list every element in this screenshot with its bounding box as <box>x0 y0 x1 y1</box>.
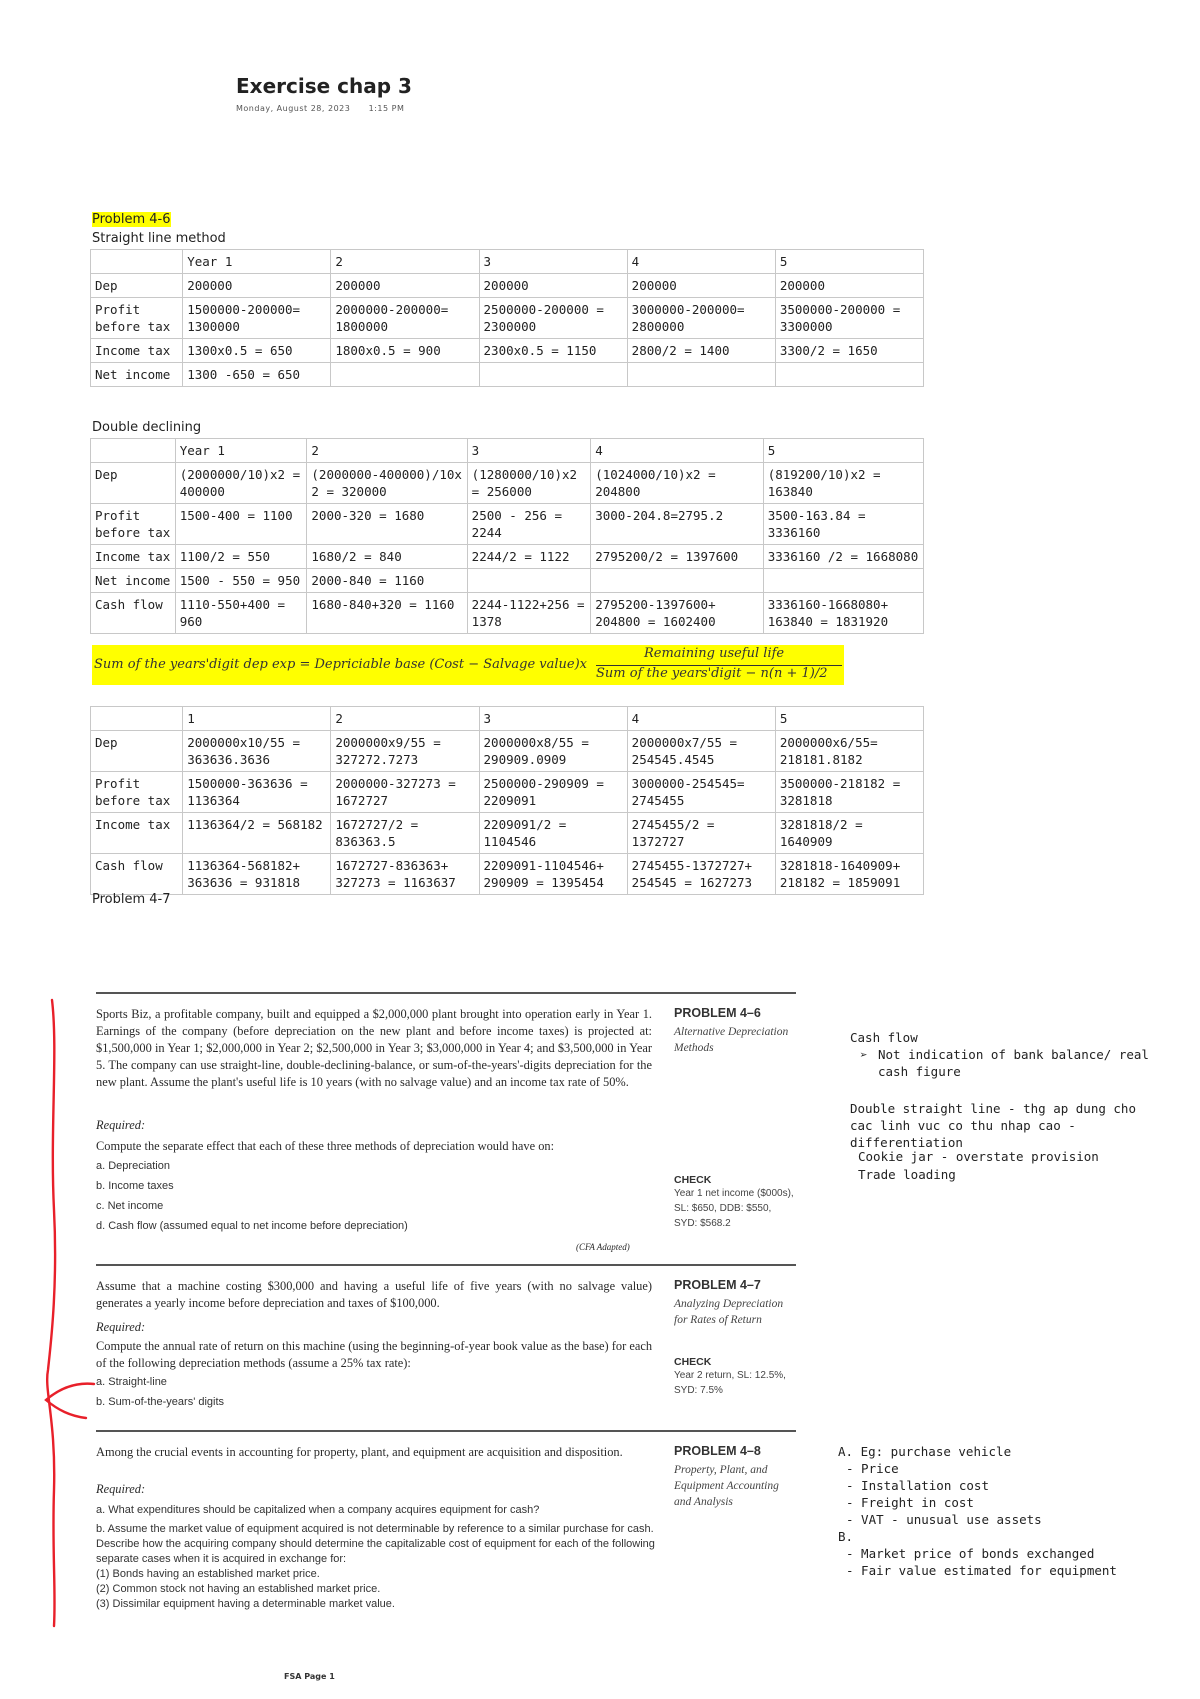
table-header-row <box>91 707 924 731</box>
formula-denominator: Sum of the years'digit − n(n + 1)/2 <box>596 666 828 681</box>
problem-4-6-check <box>674 1174 794 1231</box>
table-cell: 2000-320 = 1680 <box>307 504 467 545</box>
row-label-cell: Dep <box>91 731 183 772</box>
sidebar-heading: PROBLEM 4–7 <box>674 1278 761 1292</box>
table-cell: 3000000-254545= 2745455 <box>627 772 775 813</box>
table-header-row <box>91 250 924 274</box>
table-cell: 2000000x8/55 = 290909.0909 <box>479 731 627 772</box>
problem-4-7-items <box>96 1376 224 1416</box>
table-row <box>91 504 924 545</box>
table-header-row <box>91 439 924 463</box>
page-footer: FSA Page 1 <box>284 1672 335 1681</box>
red-ink-bracket <box>30 990 100 1630</box>
sidebar-subtitle: Property, Plant, and <box>674 1464 768 1476</box>
section-rule <box>96 992 796 994</box>
list-item: (2) Common stock not having an established market price. <box>96 1583 381 1595</box>
problem-4-6-sidebar <box>674 1006 788 1056</box>
table-cell: Year 1 <box>183 250 331 274</box>
straight-line-table <box>90 249 924 387</box>
table-cell: 3281818/2 = 1640909 <box>775 813 923 854</box>
row-label-cell: Income tax <box>91 545 176 569</box>
table-cell: 3 <box>479 250 627 274</box>
cfa-note: (CFA Adapted) <box>576 1242 630 1252</box>
table-row <box>91 813 924 854</box>
sidebar-heading: PROBLEM 4–8 <box>674 1444 761 1458</box>
table-cell <box>467 569 591 593</box>
table-cell: 3336160 /2 = 1668080 <box>763 545 923 569</box>
row-label-cell: Profit before tax <box>91 298 183 339</box>
table-cell: 200000 <box>331 274 479 298</box>
syd-table <box>90 706 924 895</box>
table-cell: 3281818-1640909+ 218182 = 1859091 <box>775 854 923 895</box>
table-cell: 3336160-1668080+ 163840 = 1831920 <box>763 593 923 634</box>
table-cell: 1300 -650 = 650 <box>183 363 331 387</box>
page-title: Exercise chap 3 <box>236 74 412 98</box>
cashflow-bullet-row <box>850 1046 1150 1080</box>
problem-4-6-text: Sports Biz, a profitable company, built and equipped a $2,000,000 plant brought into operation early in Year 1. Earnings of the company (before depreciation on the new plant and before income taxes) is projected at: $1,500,000 in Year 1; $2,000,000 in Year 2; $2,500,000 in Year 3; $3,000,000 in Year 4; and $3,500,000 in Year 5. The company can use straight-line, double-declining-balance, or sum-of-the-years'-digits depreciation for the new plant. Assume the plant's useful life is 10 years (with no salvage value) and an income tax rate of 50%. <box>96 1007 652 1089</box>
page-time: 1:15 PM <box>368 104 405 113</box>
row-label-cell: Dep <box>91 463 176 504</box>
table-cell: 2000000x7/55 = 254545.4545 <box>627 731 775 772</box>
row-label-cell <box>91 250 183 274</box>
table-cell: 2000000x9/55 = 327272.7273 <box>331 731 479 772</box>
list-item: a. Straight-line <box>96 1376 167 1388</box>
table-cell: 2745455-1372727+ 254545 = 1627273 <box>627 854 775 895</box>
row-label-cell: Dep <box>91 274 183 298</box>
problem-4-7-label: Problem 4-7 <box>92 892 171 907</box>
row-label-cell: Income tax <box>91 339 183 363</box>
check-line: Year 2 return, SL: 12.5%, <box>674 1370 786 1381</box>
table-cell: 200000 <box>479 274 627 298</box>
row-label-cell <box>91 707 183 731</box>
table-cell: 2300x0.5 = 1150 <box>479 339 627 363</box>
table-cell: 3500-163.84 = 3336160 <box>763 504 923 545</box>
list-item: - Freight in cost <box>846 1495 974 1510</box>
sidebar-subtitle: Alternative Depreciation <box>674 1026 789 1038</box>
table-cell: 1500-400 = 1100 <box>175 504 307 545</box>
table-cell: 2000000x10/55 = 363636.3636 <box>183 731 331 772</box>
table-cell: 200000 <box>627 274 775 298</box>
formula-lhs: Sum of the years'digit dep exp = Depriciable base (Cost − Salvage value)x <box>94 657 588 672</box>
acquisition-notes <box>838 1443 1158 1579</box>
table-cell: 2795200/2 = 1397600 <box>591 545 764 569</box>
check-line: Year 1 net income ($000s), <box>674 1188 794 1199</box>
table-cell: (1024000/10)x2 = 204800 <box>591 463 764 504</box>
list-item: b. Assume the market value of equipment acquired is not determinable by reference to a similar purchase for cash. Describe how the acquiring company should determine the capitalizable cost of equipment for each of the following separate cases when it is acquired in exchange for: <box>96 1523 655 1565</box>
list-item: - Installation cost <box>846 1478 989 1493</box>
list-item: b. Sum-of-the-years' digits <box>96 1396 225 1408</box>
problem-4-7-sidebar <box>674 1278 783 1328</box>
list-item: (1) Bonds having an established market price. <box>96 1568 320 1580</box>
table-cell: 2244/2 = 1122 <box>467 545 591 569</box>
row-label-cell: Cash flow <box>91 593 176 634</box>
list-item: c. Net income <box>96 1200 164 1212</box>
table-cell: (1280000/10)x2 = 256000 <box>467 463 591 504</box>
table-cell: 5 <box>775 707 923 731</box>
row-label-cell: Cash flow <box>91 854 183 895</box>
list-item: d. Cash flow (assumed equal to net income before depreciation) <box>96 1220 408 1232</box>
row-label-cell <box>91 439 176 463</box>
problem-4-6-items <box>96 1160 408 1240</box>
table-cell: 1110-550+400 = 960 <box>175 593 307 634</box>
table-cell: 1680/2 = 840 <box>307 545 467 569</box>
problem-4-8-required: Required: <box>96 1482 146 1496</box>
table-cell: 3 <box>467 439 591 463</box>
table-cell <box>627 363 775 387</box>
table-cell: 1500 - 550 = 950 <box>175 569 307 593</box>
table-row <box>91 854 924 895</box>
check-line: SL: $650, DDB: $550, <box>674 1203 772 1214</box>
note-a-title: A. Eg: purchase vehicle <box>838 1444 1012 1459</box>
list-item: - Price <box>846 1461 899 1476</box>
row-label-cell: Profit before tax <box>91 504 176 545</box>
problem-4-6-required: Required: <box>96 1118 146 1132</box>
sidebar-subtitle: for Rates of Return <box>674 1314 762 1326</box>
list-item: - Market price of bonds exchanged <box>846 1546 1095 1561</box>
problem-4-7-required: Required: <box>96 1320 146 1334</box>
row-label-cell: Profit before tax <box>91 772 183 813</box>
table-cell: 2745455/2 = 1372727 <box>627 813 775 854</box>
table-cell: 4 <box>627 707 775 731</box>
table-cell: 2000-840 = 1160 <box>307 569 467 593</box>
table-cell <box>479 363 627 387</box>
table-cell: 2209091-1104546+ 290909 = 1395454 <box>479 854 627 895</box>
table-cell: 2000000-327273 = 1672727 <box>331 772 479 813</box>
sidebar-subtitle: Methods <box>674 1042 714 1054</box>
table-cell: 1500000-200000= 1300000 <box>183 298 331 339</box>
cookie-jar-note: Cookie jar - overstate provision <box>858 1149 1099 1164</box>
sidebar-subtitle: and Analysis <box>674 1496 733 1508</box>
table-cell: (819200/10)x2 = 163840 <box>763 463 923 504</box>
table-cell <box>775 363 923 387</box>
table-cell: 2500000-290909 = 2209091 <box>479 772 627 813</box>
row-label-cell: Net income <box>91 363 183 387</box>
table-row <box>91 298 924 339</box>
table-cell: 1136364-568182+ 363636 = 931818 <box>183 854 331 895</box>
table-row <box>91 593 924 634</box>
double-declining-label: Double declining <box>92 420 202 435</box>
table-cell: 1672727/2 = 836363.5 <box>331 813 479 854</box>
cashflow-bullet: Not indication of bank balance/ real cash figure <box>878 1047 1149 1079</box>
problem-4-8-text: Among the crucial events in accounting for property, plant, and equipment are acquisition and disposition. <box>96 1445 623 1459</box>
table-cell <box>331 363 479 387</box>
table-cell: 3 <box>479 707 627 731</box>
table-cell: 1100/2 = 550 <box>175 545 307 569</box>
table-row <box>91 339 924 363</box>
table-cell: 1672727-836363+ 327273 = 1163637 <box>331 854 479 895</box>
problem-4-7-req-text: Compute the annual rate of return on this machine (using the beginning-of-year book value as the base) for each of the following depreciation methods (assume a 25% tax rate): <box>96 1339 653 1370</box>
table-row <box>91 274 924 298</box>
table-row <box>91 772 924 813</box>
problem-4-8-sidebar <box>674 1444 779 1510</box>
table-cell: (2000000-400000)/10x 2 = 320000 <box>307 463 467 504</box>
table-cell: 2500 - 256 = 2244 <box>467 504 591 545</box>
cashflow-note <box>850 1029 1150 1080</box>
table-row <box>91 545 924 569</box>
sidebar-subtitle: Analyzing Depreciation <box>674 1298 784 1310</box>
table-row <box>91 569 924 593</box>
straight-line-label: Straight line method <box>92 231 226 246</box>
sidebar-heading: PROBLEM 4–6 <box>674 1006 761 1020</box>
problem-4-8-items <box>96 1504 656 1612</box>
table-cell: 4 <box>591 439 764 463</box>
formula-numerator: Remaining useful life <box>644 646 785 661</box>
table-cell: 2244-1122+256 = 1378 <box>467 593 591 634</box>
list-item: b. Income taxes <box>96 1180 174 1192</box>
check-heading: CHECK <box>674 1174 712 1186</box>
problem-4-6-req-text: Compute the separate effect that each of these three methods of depreciation would have on: <box>96 1139 555 1153</box>
table-cell: 2000000x6/55= 218181.8182 <box>775 731 923 772</box>
table-cell: 3300/2 = 1650 <box>775 339 923 363</box>
table-cell <box>591 569 764 593</box>
table-cell: 2800/2 = 1400 <box>627 339 775 363</box>
check-line: SYD: 7.5% <box>674 1385 723 1396</box>
cashflow-title: Cash flow <box>850 1030 918 1045</box>
table-cell: 3500000-218182 = 3281818 <box>775 772 923 813</box>
table-cell: 3000000-200000= 2800000 <box>627 298 775 339</box>
note-b-title: B. <box>838 1529 854 1544</box>
table-cell: 2795200-1397600+ 204800 = 1602400 <box>591 593 764 634</box>
arrow-bullet-icon: ➢ <box>860 1047 868 1062</box>
list-item: - Fair value estimated for equipment <box>846 1563 1117 1578</box>
page-date: Monday, August 28, 2023 <box>236 104 351 113</box>
table-cell: 5 <box>763 439 923 463</box>
section-rule <box>96 1264 796 1266</box>
trade-loading-note: Trade loading <box>858 1167 956 1182</box>
table-cell: 2 <box>331 707 479 731</box>
page-timestamp <box>236 104 404 113</box>
problem-4-7-check <box>674 1356 786 1398</box>
table-cell: 1800x0.5 = 900 <box>331 339 479 363</box>
check-line: SYD: $568.2 <box>674 1218 731 1229</box>
table-cell: 1136364/2 = 568182 <box>183 813 331 854</box>
list-item: (3) Dissimilar equipment having a determinable market value. <box>96 1598 395 1610</box>
table-cell: 2 <box>331 250 479 274</box>
list-item: a. What expenditures should be capitalized when a company acquires equipment for cash? <box>96 1504 540 1516</box>
table-cell: 2000000-200000= 1800000 <box>331 298 479 339</box>
problem-4-6-label <box>92 212 171 227</box>
table-cell: 200000 <box>775 274 923 298</box>
table-cell: 1 <box>183 707 331 731</box>
table-cell: 1300x0.5 = 650 <box>183 339 331 363</box>
table-cell: 2209091/2 = 1104546 <box>479 813 627 854</box>
table-row <box>91 463 924 504</box>
table-cell: 2500000-200000 = 2300000 <box>479 298 627 339</box>
table-row <box>91 731 924 772</box>
table-cell <box>763 569 923 593</box>
table-cell: 1500000-363636 = 1136364 <box>183 772 331 813</box>
syd-formula <box>92 645 844 685</box>
table-cell: 5 <box>775 250 923 274</box>
table-cell: 4 <box>627 250 775 274</box>
table-cell: (2000000/10)x2 = 400000 <box>175 463 307 504</box>
problem-4-7-text: Assume that a machine costing $300,000 and having a useful life of five years (with no salvage value) generates a yearly income before depreciation and taxes of $100,000. <box>96 1279 652 1310</box>
table-cell: Year 1 <box>175 439 307 463</box>
table-cell: 200000 <box>183 274 331 298</box>
row-label-cell: Income tax <box>91 813 183 854</box>
list-item: a. Depreciation <box>96 1160 170 1172</box>
table-row <box>91 363 924 387</box>
problem-4-6-highlight: Problem 4-6 <box>92 212 171 227</box>
double-note: Double straight line - thg ap dung cho cac linh vuc co thu nhap cao - differentiation <box>850 1101 1136 1150</box>
table-cell: 3500000-200000 = 3300000 <box>775 298 923 339</box>
row-label-cell: Net income <box>91 569 176 593</box>
section-rule <box>96 1430 796 1432</box>
double-declining-table <box>90 438 924 634</box>
table-cell: 1680-840+320 = 1160 <box>307 593 467 634</box>
table-cell: 3000-204.8=2795.2 <box>591 504 764 545</box>
table-cell: 2 <box>307 439 467 463</box>
sidebar-subtitle: Equipment Accounting <box>674 1480 779 1492</box>
check-heading: CHECK <box>674 1356 712 1368</box>
list-item: - VAT - unusual use assets <box>846 1512 1042 1527</box>
